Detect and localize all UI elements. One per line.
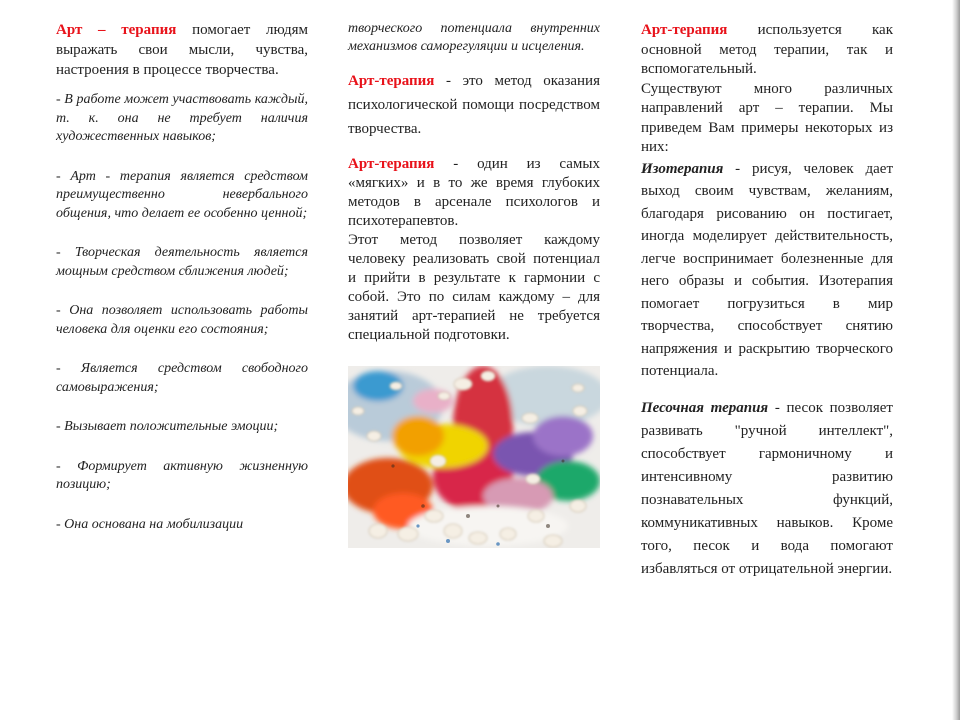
term-art-therapy: Арт – терапия — [56, 22, 177, 38]
term-art-therapy: Арт-терапия — [348, 73, 435, 89]
column-3 — [641, 21, 893, 581]
term-sand-therapy: Песочная терапия — [641, 399, 769, 416]
list-item: - Является средством свободного самовыражения; — [56, 361, 308, 395]
sand-art-image — [348, 366, 600, 548]
column-1 — [56, 20, 308, 534]
list-item: - Формирует активную жизненную позицию; — [56, 458, 308, 492]
list-item: - Арт - терапия является средством преимущественно невербального общения, что делает ее особенно ценной; — [56, 168, 308, 221]
intro-paragraph: Арт – терапия помогает людям выражать свои мысли, чувства, настроения в процессе творчества. — [56, 22, 308, 78]
isotherapy-paragraph: Изотерапия - рисуя, человек дает выход своим чувствам, желаниям, благодаря рисованию он постигает, иногда моделирует действительность, легче воспринимает болезненные для него образы и события. Изотерапия помогает погрузиться в мир творчества, способствует снятию напряжения и раскрытию творческого потенциала. — [641, 160, 893, 379]
sand-therapy-paragraph: Песочная терапия - песок позволяет развивать "ручной интеллект", способствует гармоничному и интенсивному развитию познавательных функций, коммуникативных навыков. Кроме того, песок и вода помогают избавляться от отрицательной энергии. — [641, 399, 893, 577]
list-item: - Вызывает положительные эмоции; — [56, 419, 279, 434]
benefits-list — [56, 91, 308, 534]
method-paragraphs — [348, 155, 600, 345]
list-item: - Она позволяет использовать работы человека для оценки его состояния; — [56, 303, 308, 337]
list-item: - Творческая деятельность является мощным средством сближения людей; — [56, 245, 308, 279]
term-art-therapy: Арт-терапия — [641, 22, 728, 38]
list-item: - В работе может участвовать каждый, т. к. она не требует наличия художественных навыков; — [56, 92, 308, 144]
sand-art-photo — [348, 366, 600, 548]
list-item: - Она основана на мобилизации — [56, 516, 244, 532]
page-edge-shadow — [952, 0, 960, 720]
term-isotherapy: Изотерапия — [641, 160, 724, 177]
definition-paragraph: Арт-терапия - это метод оказания психологической помощи посредством творчества. — [348, 73, 600, 137]
soft-method-paragraph: Арт-терапия - один из самых «мягких» и в то же время глубоких методов в арсенале психологов и психотерапевтов. — [348, 156, 600, 229]
term-art-therapy: Арт-терапия — [348, 156, 435, 172]
continuation-text: творческого потенциала внутренних механизмов саморегуляции и исцеления. — [348, 21, 600, 54]
column-2 — [348, 20, 600, 548]
method-description: Этот метод позволяет каждому человеку реализовать свой потенциал и прийти в результате к гармонии с собой. Это по силам каждому – для занятий арт-терапией не требуется специальной подготовки. — [348, 232, 600, 343]
directions-paragraph: Существуют много различных направлений арт – терапии. Мы приведем Вам примеры некоторых из них: — [641, 80, 893, 155]
main-method-paragraph: Арт-терапия используется как основной метод терапии, так и вспомогательный. — [641, 22, 893, 77]
